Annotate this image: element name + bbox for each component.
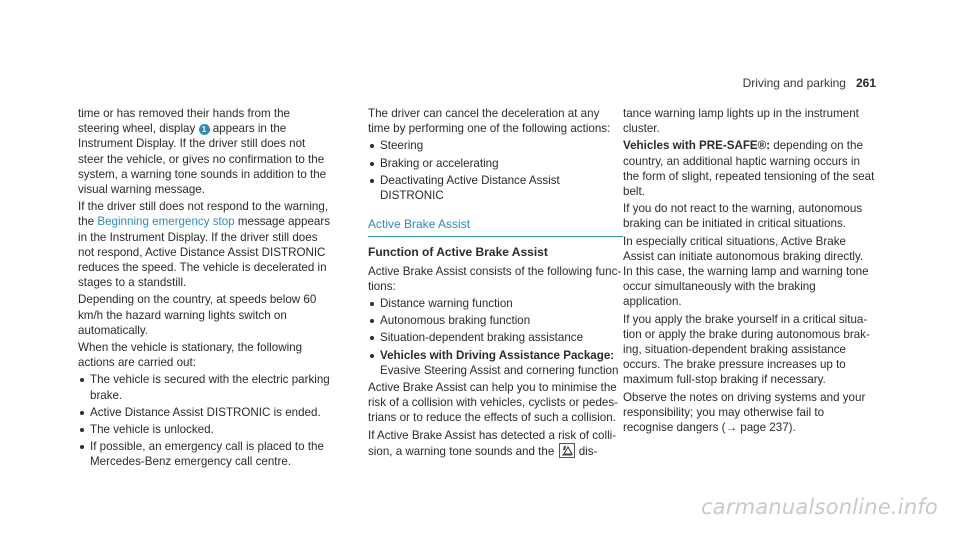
paragraph: If you apply the brake yourself in a critical situation or apply the brake during autonomous braking, situation-dependent braking assistance occurs. The brake pressure increases up to maximum full-stop braking if necessary.: [623, 312, 870, 387]
list-item: Steering: [368, 138, 623, 153]
cancel-actions-list: [368, 138, 623, 203]
subsection-heading: Function of Active Brake Assist: [368, 245, 548, 260]
functions-list: [368, 296, 623, 378]
page-number: 261: [855, 76, 876, 90]
list-item: Deactivating Active Distance Assist DISTRONIC: [368, 173, 623, 203]
list-item: The vehicle is unlocked.: [78, 422, 333, 437]
number-1-icon: 1: [199, 124, 210, 135]
text: If Active Brake Assist has detected a risk of collision, a warning tone sounds and the: [368, 428, 617, 458]
paragraph: [78, 199, 333, 290]
paragraph: When the vehicle is stationary, the following actions are carried out:: [78, 341, 303, 370]
paragraph: Depending on the country, at speeds below 60 km/h the hazard warning lights switch on automatically.: [78, 293, 317, 337]
column-middle: [368, 106, 623, 461]
distance-warning-lamp-icon: [559, 443, 575, 458]
page-header: [743, 76, 876, 91]
text: If the driver still does not respond to the warning, the: [78, 200, 329, 229]
paragraph: [368, 428, 623, 459]
text: time or has removed their hands from the steering wheel, display: [78, 107, 291, 136]
list-item: If possible, an emergency call is placed to the Mercedes-Benz emergency call centre.: [78, 439, 333, 469]
text: depending on the country, an additional haptic warning occurs in the form of slight, repeated tensioning of the seat belt.: [623, 139, 875, 199]
column-right: [623, 106, 875, 437]
paragraph: [623, 138, 875, 199]
list-item: Active Distance Assist DISTRONIC is ended.: [78, 405, 333, 420]
action-list: [78, 372, 333, 469]
list-item: The vehicle is secured with the electric parking brake.: [78, 372, 333, 402]
column-left: [78, 106, 333, 472]
paragraph: Observe the notes on driving systems and your responsibility; you may otherwise fail to recognise dangers (→ page 237).: [623, 390, 866, 435]
paragraph: [78, 106, 333, 197]
watermark: carmanualsonline.info: [701, 494, 938, 519]
paragraph: Active Brake Assist can help you to minimise the risk of a collision with vehicles, cyclists or pedestrians or to reduce the effects of such a collision.: [368, 381, 619, 425]
bold-text: Vehicles with Driving Assistance Package:: [380, 348, 615, 362]
text: appears in the Instrument Display. If the driver still does not steer the vehicle, or gives no confirmation to the system, a warning tone sounds in addition to the visual warning message.: [78, 122, 327, 197]
paragraph: Active Brake Assist consists of the following functions:: [368, 264, 622, 293]
section-title: Driving and parking: [742, 76, 846, 90]
bold-text: Vehicles with PRE-SAFE®:: [623, 139, 771, 153]
text: dis-: [575, 444, 598, 458]
paragraph: The driver can cancel the deceleration at any time by performing one of the following actions:: [368, 107, 611, 136]
paragraph: tance warning lamp lights up in the instrument cluster.: [623, 107, 859, 136]
list-item: Distance warning function: [368, 296, 623, 311]
text: message appears in the Instrument Display. If the driver still does not respond, Active Distance Assist DISTRONIC reduces the speed. The vehicle is decelerated in stages to a standstill.: [78, 215, 331, 290]
list-item: Braking or accelerating: [368, 156, 623, 171]
list-item: [368, 348, 623, 378]
text: Evasive Steering Assist and cornering function: [380, 363, 619, 377]
list-item: Autonomous braking function: [368, 313, 623, 328]
paragraph: If you do not react to the warning, autonomous braking can be initiated in critical situations.: [623, 202, 863, 231]
paragraph: In especially critical situations, Active Brake Assist can initiate autonomous braking directly. In this case, the warning lamp and warning tone occur simultaneously with the braking application.: [623, 234, 869, 309]
list-item: Situation-dependent braking assistance: [368, 330, 623, 345]
section-heading: Active Brake Assist: [368, 209, 623, 237]
message-link[interactable]: Beginning emergency stop: [97, 215, 235, 229]
